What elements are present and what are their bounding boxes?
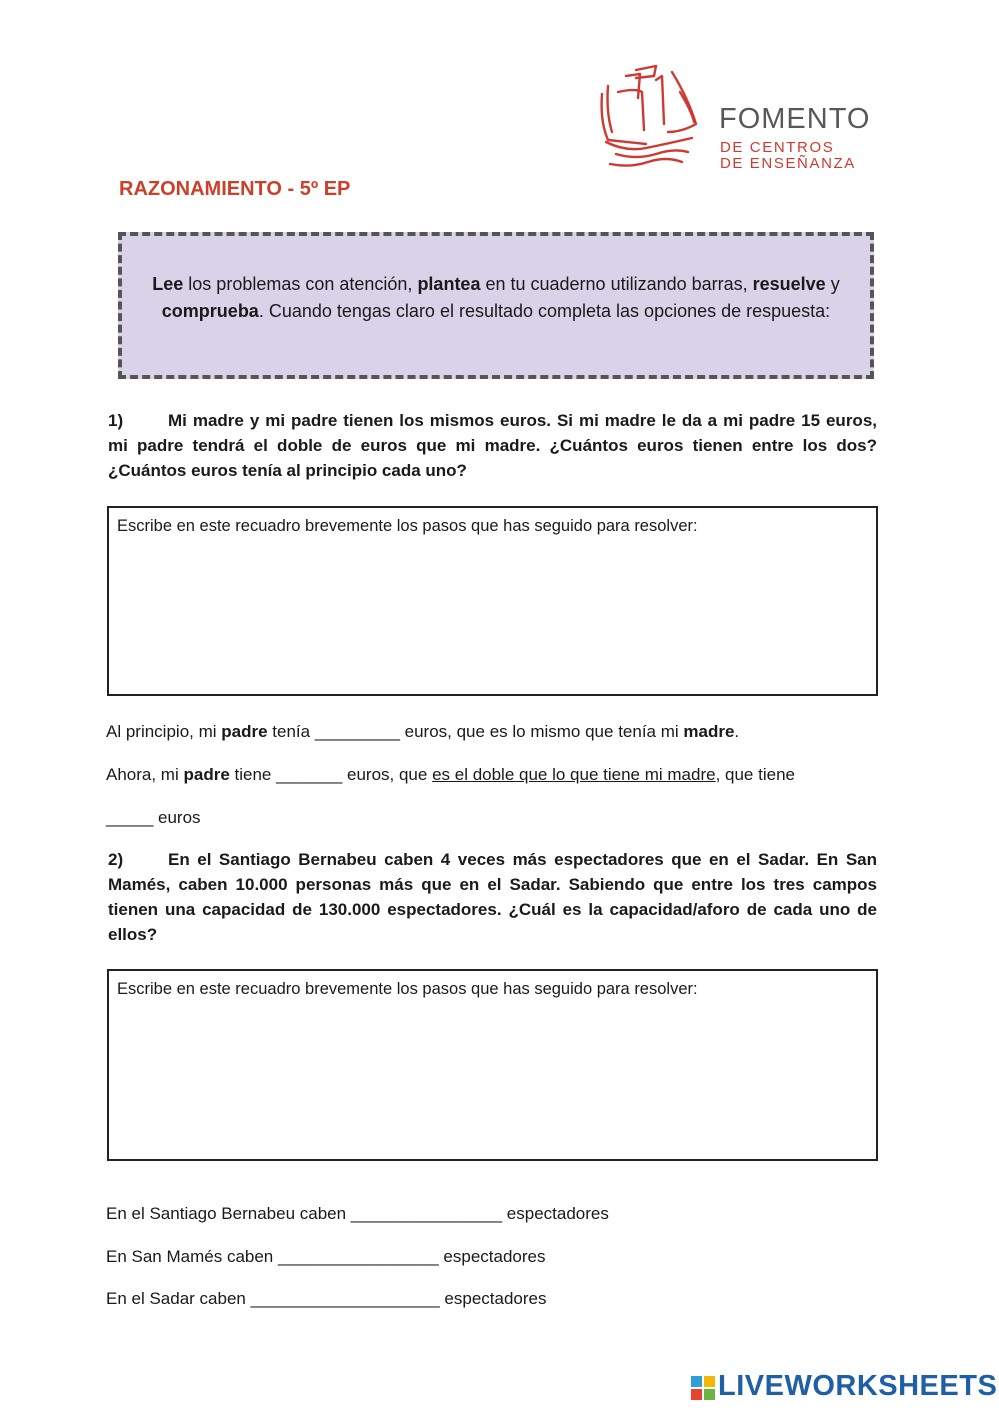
text-bold-madre: madre bbox=[683, 722, 735, 741]
problem-1-answer-line-1 bbox=[106, 723, 739, 740]
logo-text-de-centros: DE CENTROS bbox=[720, 139, 835, 156]
text-segment: . bbox=[734, 722, 740, 741]
instruction-text-3: y bbox=[825, 274, 840, 294]
text-segment-blank[interactable]: tiene _______ euros, que bbox=[229, 765, 433, 784]
logo-text-de-ensenanza: DE ENSEÑANZA bbox=[720, 155, 856, 172]
fomento-ship-logo-icon bbox=[596, 62, 708, 172]
text-underlined: es el doble que lo que tiene mi madre bbox=[432, 765, 716, 784]
instruction-word-comprueba: comprueba bbox=[161, 300, 259, 321]
instruction-text-2: en tu cuaderno utilizando barras, bbox=[480, 274, 753, 294]
problem-2-answer-box[interactable] bbox=[107, 969, 878, 1161]
text-segment-blank[interactable]: tenía _________ euros, que es lo mismo que tenía mi bbox=[267, 722, 684, 741]
page-title: RAZONAMIENTO - 5º EP bbox=[119, 178, 351, 200]
text-bold-padre: padre bbox=[183, 765, 230, 784]
problem-1-answer-line-2 bbox=[106, 766, 795, 783]
problem-1-answer-box[interactable] bbox=[107, 506, 878, 696]
problem-2-box-label: Escribe en este recuadro brevemente los pasos que has seguido para resolver: bbox=[117, 980, 698, 998]
liveworksheets-logo-icon bbox=[691, 1376, 715, 1400]
text-segment: , que tiene bbox=[715, 765, 795, 784]
logo-text-fomento: FOMENTO bbox=[719, 103, 871, 135]
instruction-text-1: los problemas con atención, bbox=[183, 274, 418, 294]
problem-1-statement bbox=[108, 408, 877, 483]
instruction-text-4: . Cuando tengas claro el resultado completa las opciones de respuesta: bbox=[258, 300, 831, 321]
text-segment: Al principio, mi bbox=[106, 722, 222, 741]
problem-2-answer-sadar[interactable]: En el Sadar caben ____________________ espectadores bbox=[106, 1289, 547, 1308]
instruction-word-resuelve: resuelve bbox=[752, 274, 826, 294]
problem-2-statement bbox=[108, 847, 877, 947]
problem-1-number: 1) bbox=[108, 411, 124, 430]
problem-1-answer-line-3[interactable]: _____ euros bbox=[106, 808, 201, 827]
problem-2-answer-bernabeu[interactable]: En el Santiago Bernabeu caben ________________ espectadores bbox=[106, 1204, 609, 1223]
instruction-word-plantea: plantea bbox=[417, 274, 481, 294]
instruction-word-lee: Lee bbox=[152, 274, 184, 294]
problem-2-text: En el Santiago Bernabeu caben 4 veces más espectadores que en el Sadar. En San Mamés, caben 10.000 personas más que en el Sadar. Sabiendo que entre los tres campos tienen una capacidad de 130.000 espectadores. ¿Cuál es la capacidad/aforo de cada uno de ellos? bbox=[108, 850, 877, 944]
text-segment: Ahora, mi bbox=[106, 765, 184, 784]
problem-1-box-label: Escribe en este recuadro brevemente los pasos que has seguido para resolver: bbox=[117, 517, 698, 535]
instructions-box bbox=[118, 232, 874, 379]
problem-1-text: Mi madre y mi padre tienen los mismos euros. Si mi madre le da a mi padre 15 euros, mi padre tendrá el doble de euros que mi madre. ¿Cuántos euros tienen entre los dos? ¿Cuántos euros tenía al principio cada uno? bbox=[108, 411, 877, 480]
problem-2-number: 2) bbox=[108, 850, 124, 869]
text-bold-padre: padre bbox=[221, 722, 268, 741]
liveworksheets-brand: LIVEWORKSHEETS bbox=[718, 1370, 998, 1402]
problem-2-answer-san-mames[interactable]: En San Mamés caben _________________ espectadores bbox=[106, 1247, 546, 1266]
